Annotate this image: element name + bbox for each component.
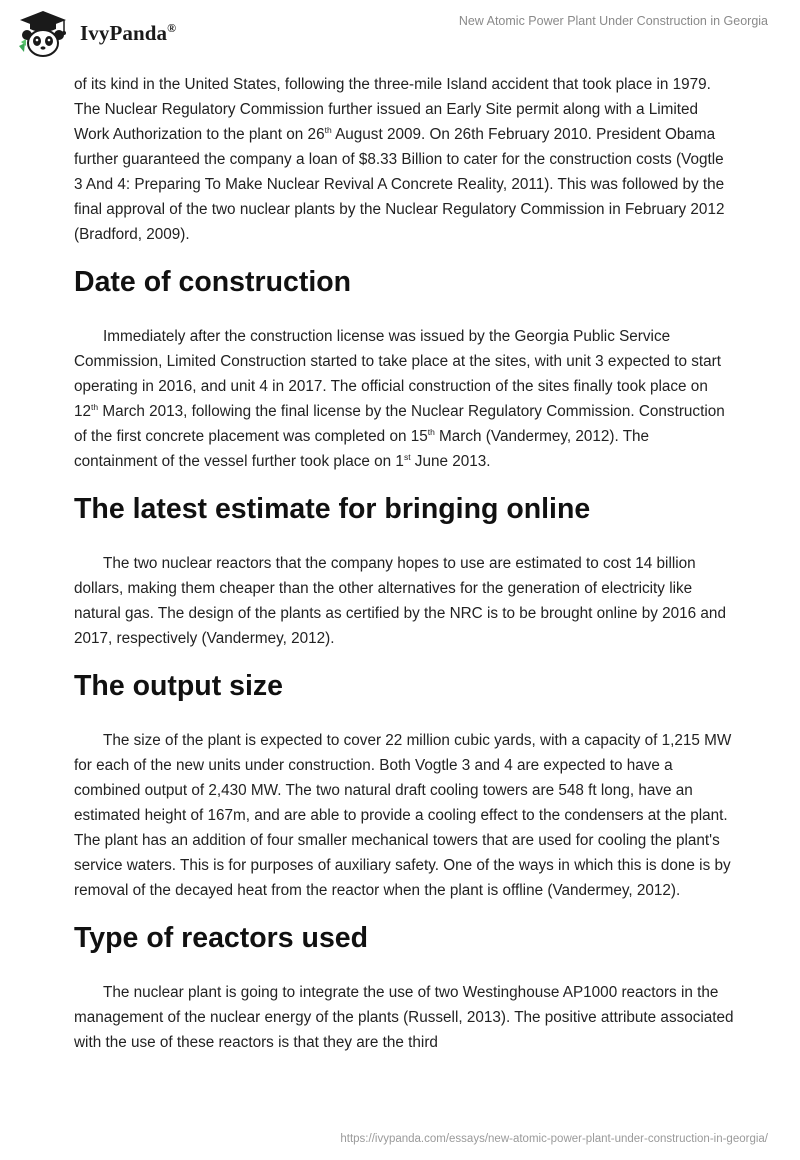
heading-output-size: The output size <box>74 670 283 702</box>
panda-graduate-icon <box>14 8 72 58</box>
document-title: New Atomic Power Plant Under Construction in Georgia <box>458 14 768 28</box>
brand-name: IvyPanda® <box>80 20 177 45</box>
essay-body <box>74 72 734 1055</box>
ivypanda-logo[interactable] <box>14 8 176 58</box>
reactors-paragraph: The nuclear plant is going to integrate the use of two Westinghouse AP1000 reactors in the management of the nuclear energy of the plants (Russell, 2013). The positive attribute associated with the use of these reactors is that they are the third <box>74 984 734 1051</box>
page-header <box>0 0 800 66</box>
source-url[interactable]: https://ivypanda.com/essays/new-atomic-power-plant-under-construction-in-georgia/ <box>340 1133 768 1145</box>
intro-paragraph: of its kind in the United States, following the three-mile Island accident that took place in 1979. The Nuclear Regulatory Commission further issued an Early Site permit along with a Limited Work Authorization to the plant on 26th August 2009. On 26th February 2010. President Obama further guaranteed the company a loan of $8.33 Billion to cater for the construction costs (Vogtle 3 And 4: Preparing To Make Nuclear Revival A Concrete Reality, 2011). This was followed by the final approval of the two nuclear plants by the Nuclear Regulatory Commission in February 2012 (Bradford, 2009). <box>74 76 725 243</box>
output-paragraph: The size of the plant is expected to cover 22 million cubic yards, with a capacity of 1,215 MW for each of the new units under construction. Both Vogtle 3 and 4 are expected to have a combined output of 2,430 MW. The two natural draft cooling towers are 548 ft long, have an estimated height of 167m, and are able to provide a cooling effect to the condensers at the plant. The plant has an addition of four smaller mechanical towers that are used for cooling the plant's service waters. This is for purposes of auxiliary safety. One of the ways in which this is done is by removal of the decayed heat from the reactor when the plant is offline (Vandermey, 2012). <box>74 732 732 899</box>
construction-paragraph: Immediately after the construction license was issued by the Georgia Public Service Commission, Limited Construction started to take place at the sites, with unit 3 expected to start operating in 2016, and unit 4 in 2017. The official construction of the sites finally took place on 12th March 2013, following the final license by the Nuclear Regulatory Commission. Construction of the first concrete placement was completed on 15th March (Vandermey, 2012). The containment of the vessel further took place on 1st June 2013. <box>74 328 725 470</box>
heading-latest-estimate: The latest estimate for bringing online <box>74 493 591 525</box>
heading-date-of-construction: Date of construction <box>74 266 352 298</box>
heading-type-of-reactors: Type of reactors used <box>74 922 369 954</box>
estimate-paragraph: The two nuclear reactors that the company hopes to use are estimated to cost 14 billion dollars, making them cheaper than the other alternatives for the generation of electricity like natural gas. The design of the plants as certified by the NRC is to be brought online by 2016 and 2017, respectively (Vandermey, 2012). <box>74 555 726 647</box>
